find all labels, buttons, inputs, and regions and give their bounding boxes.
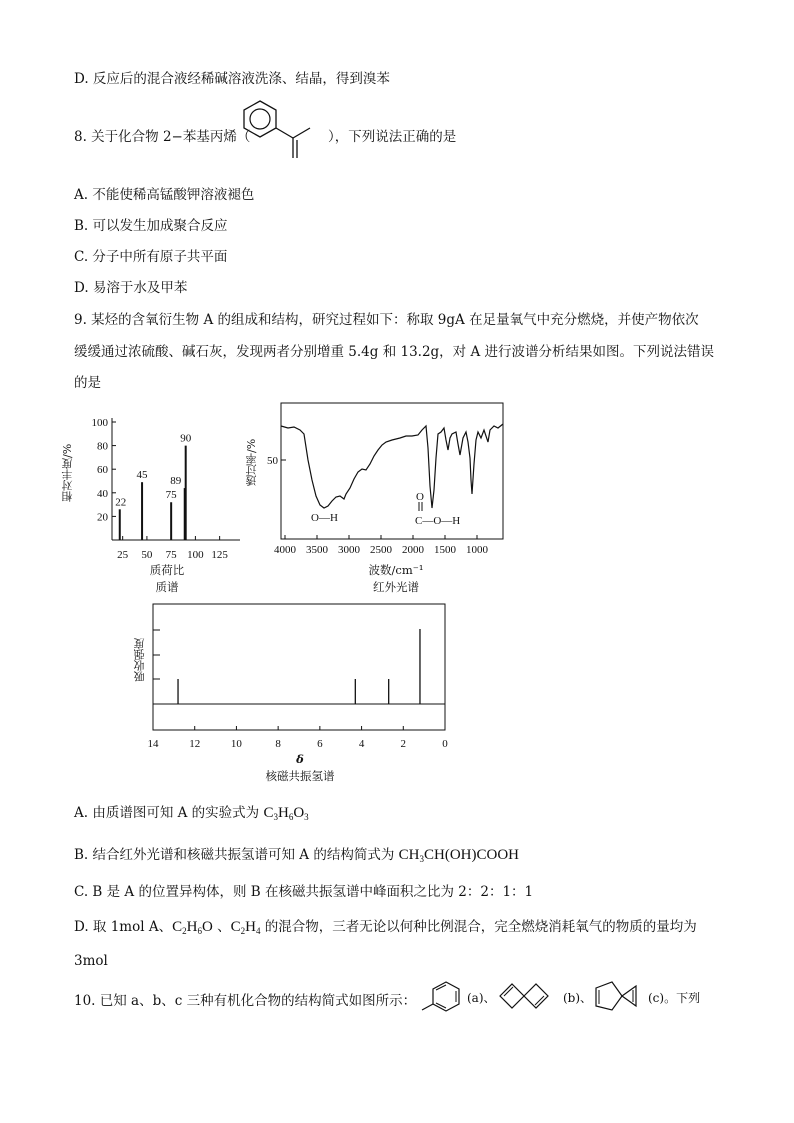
ir-xtick-label: 3500 [306, 544, 328, 556]
q8-option-d: D. 易溶于水及甲苯 [74, 280, 188, 296]
q9-formula-c2h4: $C_2H_4$ [230, 919, 261, 936]
ms-peak-label: 90 [180, 432, 192, 445]
ir-spectrum-chart [258, 400, 518, 560]
ir-xtick-label: 2000 [402, 544, 424, 556]
q10-stem: 10. 已知 a、b、c 三种有机化合物的结构简式如图所示： [74, 993, 417, 1009]
ir-xlabel: 波数/cm⁻¹ [368, 563, 424, 577]
nmr-xtick-label: 6 [317, 738, 323, 750]
q10-structure-a-toluene [418, 978, 468, 1018]
ms-ytick-label: 80 [97, 440, 108, 453]
nmr-caption: 核磁共振氢谱 [265, 769, 335, 783]
ms-xtick-label: 75 [165, 549, 177, 561]
q10-label-a: (a)、 [467, 991, 496, 1005]
q9-option-c: C. B 是 A 的位置异构体，则 B 在核磁共振氢谱中峰面积之比为 2：2：1：1 [74, 884, 534, 900]
ir-cooh-label: C—O—H [415, 515, 461, 527]
ms-ytick-label: 100 [91, 417, 108, 429]
ms-xtick-label: 125 [211, 549, 228, 561]
nmr-ylabel: 吸收强度 [133, 638, 146, 682]
q9-stem-line2: 缓缓通过浓硫酸、碱石灰，发现两者分别增重 5.4g 和 13.2g，对 A 进行波谱分析结果如图。下列说法错误 [74, 344, 715, 360]
nmr-xtick-label: 8 [275, 738, 281, 750]
q9-option-a: A. 由质谱图可知 A 的实验式为 $C_3H_6O_3$ [74, 805, 309, 822]
nmr-xtick-label: 10 [230, 738, 242, 750]
ir-oh-label: O—H [311, 512, 338, 524]
q9-formula-c2h6o: $C_2H_6O$ [172, 919, 213, 936]
q9-formula-lactic-acid: $CH_3CH(OH)COOH$ [398, 847, 519, 864]
q8-2-phenylpropene-structure [240, 96, 330, 168]
ms-peak-label: 22 [115, 496, 127, 509]
nmr-xtick-label: 14 [147, 738, 159, 750]
ms-peak-label: 75 [165, 489, 177, 502]
q10-structure-b-spiro [494, 976, 564, 1016]
ms-ytick-label: 40 [97, 487, 108, 500]
q9-stem-line1: 9. 某烃的含氧衍生物 A 的组成和结构，研究过程如下：称取 9gA 在足量氧气中充分燃烧，并使产物依次 [74, 312, 699, 328]
q9-formula-c3h6o3: $C_3H_6O_3$ [263, 805, 309, 822]
ms-ytick-label: 20 [97, 511, 108, 524]
q10-label-c: (c)。下列 [648, 991, 701, 1005]
ir-xtick-label: 1500 [434, 544, 456, 556]
nmr-xtick-label: 4 [358, 738, 365, 750]
nmr-xtick-label: 0 [442, 738, 448, 750]
q9-option-d-cont: 3mol [74, 953, 108, 969]
q8-stem-end: ），下列说法正确的是 [328, 129, 457, 145]
ms-ytick-label: 60 [97, 464, 108, 477]
q8-option-a: A. 不能使稀高锰酸钾溶液褪色 [74, 187, 255, 203]
q9-stem-line3: 的是 [74, 375, 101, 391]
ir-y50-label: 50 [267, 455, 278, 467]
nmr-xtick-label: 2 [400, 738, 407, 750]
mass-spectrum-ylabel: 相对丰度/% [61, 443, 74, 503]
ir-ylabel: 透过率/% [245, 438, 258, 486]
ms-xtick-label: 50 [141, 549, 153, 561]
mass-spectrum-xlabel: 质荷比 [149, 563, 185, 577]
ir-xtick-label: 4000 [274, 544, 296, 556]
nmr-xlabel: δ [296, 752, 304, 766]
ms-peak-label: 89 [170, 475, 182, 488]
ir-caption: 红外光谱 [373, 580, 419, 594]
ir-cooh-o: O [416, 491, 424, 503]
q10-label-b: (b)、 [563, 991, 593, 1005]
ms-peak-label: 45 [136, 469, 148, 482]
q9-option-d: D. 取 1mol A、$C_2H_6O$ 、$C_2H_4$ 的混合物，三者无论以何种比例混合，完全燃烧消耗氧气的物质的量均为 [74, 919, 697, 936]
ir-xtick-label: 1000 [466, 544, 488, 556]
ir-xtick-label: 2500 [370, 544, 392, 556]
q7-option-d: D. 反应后的混合液经稀碱溶液洗涤、结晶，得到溴苯 [74, 71, 390, 87]
q8-option-c: C. 分子中所有原子共平面 [74, 249, 228, 265]
ms-xtick-label: 100 [187, 549, 204, 561]
nmr-spectrum-chart [140, 600, 460, 760]
nmr-xtick-label: 12 [189, 738, 201, 750]
q8-stem-start: 8. 关于化合物 2−苯基丙烯（ [74, 129, 251, 145]
mass-spectrum-caption: 质谱 [155, 580, 179, 594]
ir-xtick-label: 3000 [338, 544, 360, 556]
ms-xtick-label: 25 [117, 549, 129, 561]
q9-option-b: B. 结合红外光谱和核磁共振氢谱可知 A 的结构简式为 $CH_3CH(OH)COOH$ [74, 847, 519, 864]
q8-option-b: B. 可以发生加成聚合反应 [74, 218, 228, 234]
mass-spectrum-chart [70, 408, 250, 568]
